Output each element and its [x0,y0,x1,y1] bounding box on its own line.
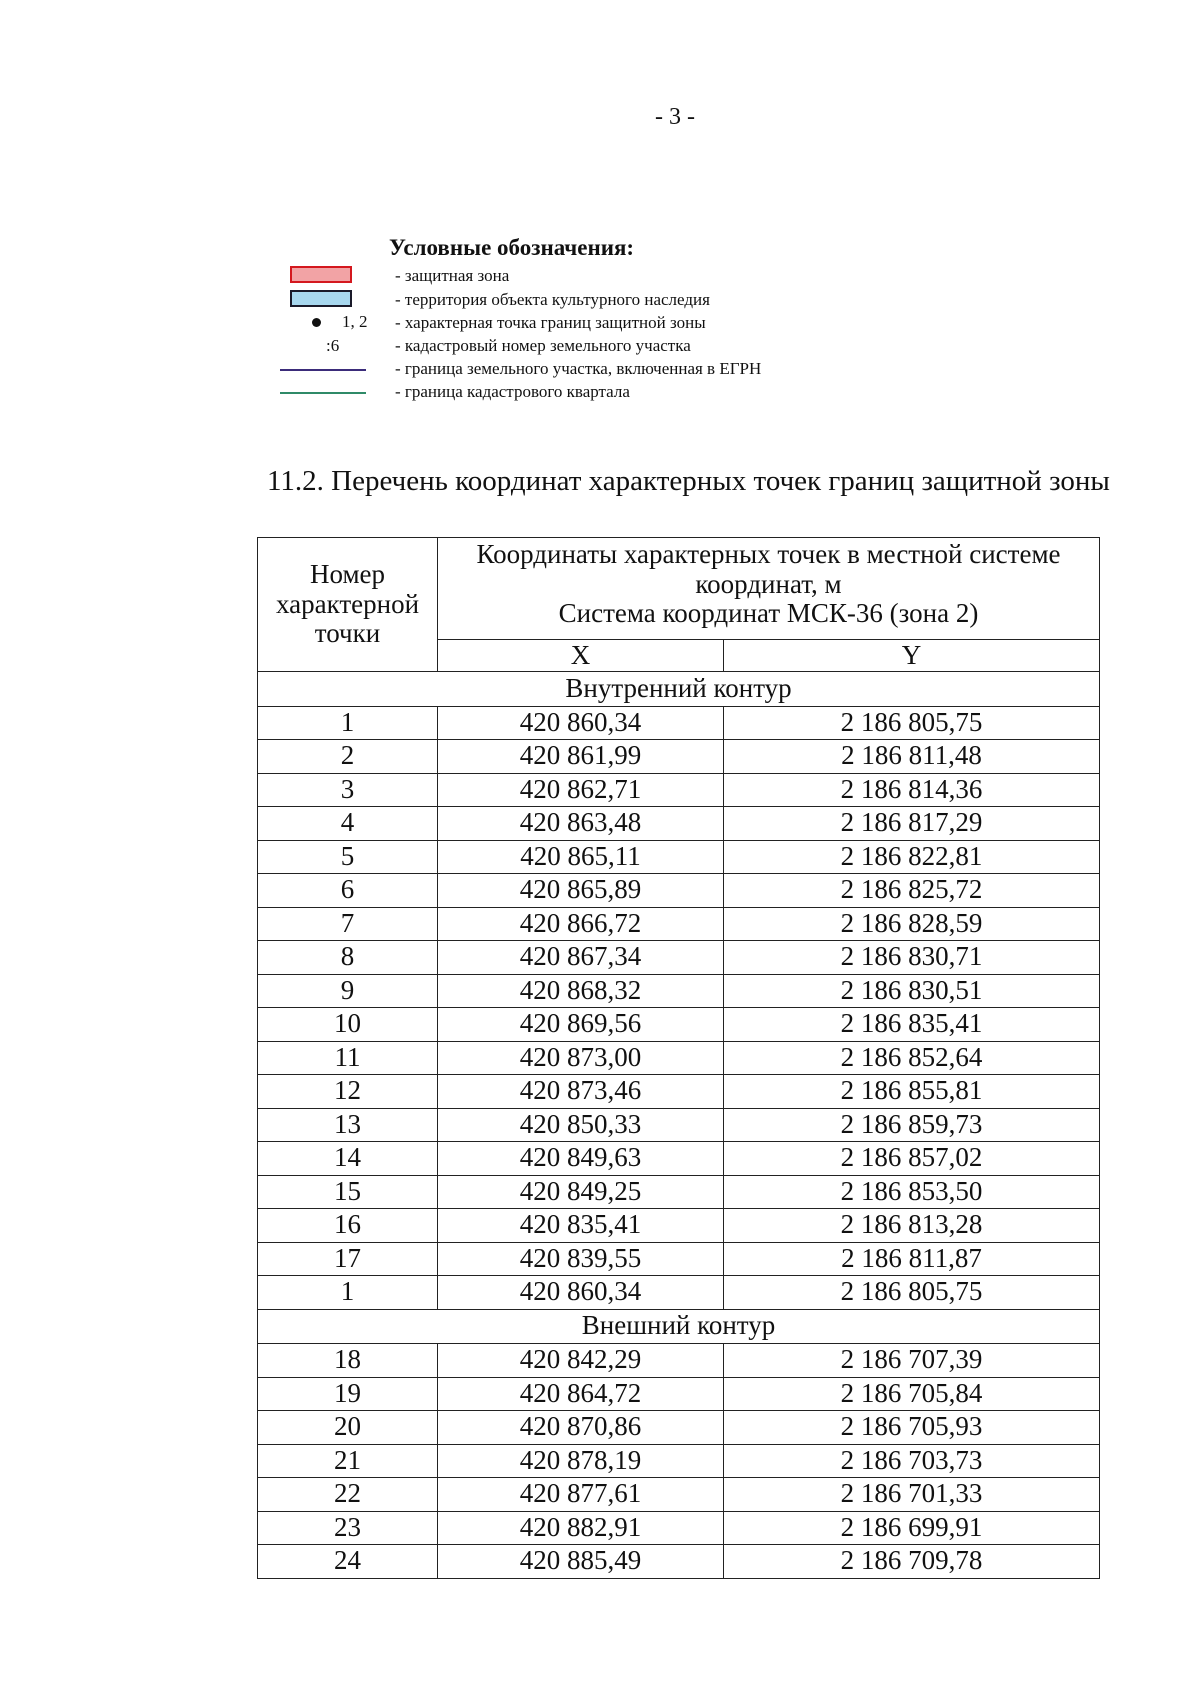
table-row [258,1108,1100,1142]
table-row [258,807,1100,841]
header-x: X [438,640,724,672]
x-coordinate-cell: 420 865,89 [438,874,724,908]
header-coordinates [438,538,1100,640]
y-coordinate-cell: 2 186 828,59 [724,907,1100,941]
section-heading: 11.2. Перечень координат характерных точек границ защитной зоны [267,465,1110,497]
point-number-cell: 16 [258,1209,438,1243]
point-number-cell: 17 [258,1242,438,1276]
y-coordinate-cell: 2 186 701,33 [724,1478,1100,1512]
legend-label: - граница земельного участка, включенная в ЕГРН [395,359,762,378]
y-coordinate-cell: 2 186 811,87 [724,1242,1100,1276]
point-number-cell: 1 [258,706,438,740]
y-coordinate-cell: 2 186 830,71 [724,941,1100,975]
x-coordinate-cell: 420 873,46 [438,1075,724,1109]
heritage-territory-swatch-icon [290,290,352,307]
point-number-cell: 4 [258,807,438,841]
header-point-number: Номер характерной точки [258,538,438,672]
legend-title: Условные обозначения: [389,235,635,260]
y-coordinate-cell: 2 186 835,41 [724,1008,1100,1042]
table-row [258,1411,1100,1445]
table-row [258,706,1100,740]
x-coordinate-cell: 420 842,29 [438,1344,724,1378]
y-coordinate-cell: 2 186 825,72 [724,874,1100,908]
x-coordinate-cell: 420 873,00 [438,1041,724,1075]
point-number-cell: 9 [258,974,438,1008]
table-row [258,941,1100,975]
point-number-cell: 24 [258,1545,438,1579]
point-number-cell: 10 [258,1008,438,1042]
page-number: - 3 - [655,104,695,130]
x-coordinate-cell: 420 835,41 [438,1209,724,1243]
contour-title: Внешний контур [258,1309,1100,1344]
y-coordinate-cell: 2 186 853,50 [724,1175,1100,1209]
y-coordinate-cell: 2 186 705,93 [724,1411,1100,1445]
table-row [258,874,1100,908]
header-coordinates-title: Координаты характерных точек в местной системе координат, м [476,539,1061,599]
x-coordinate-cell: 420 885,49 [438,1545,724,1579]
legend-label: - характерная точка границ защитной зоны [395,313,706,332]
x-coordinate-cell: 420 849,25 [438,1175,724,1209]
table-row [258,1008,1100,1042]
point-number-cell: 11 [258,1041,438,1075]
x-coordinate-cell: 420 870,86 [438,1411,724,1445]
point-number-cell: 15 [258,1175,438,1209]
header-coordinate-system: Система координат МСК-36 (зона 2) [558,598,979,629]
contour-title: Внутренний контур [258,672,1100,707]
y-coordinate-cell: 2 186 811,48 [724,740,1100,774]
legend-label: - граница кадастрового квартала [395,382,630,401]
x-coordinate-cell: 420 877,61 [438,1478,724,1512]
protective-zone-swatch-icon [290,266,352,283]
table-row [258,1041,1100,1075]
table-row [258,1142,1100,1176]
y-coordinate-cell: 2 186 857,02 [724,1142,1100,1176]
x-coordinate-cell: 420 849,63 [438,1142,724,1176]
legend-item-quarter-boundary [270,381,910,403]
coordinates-table [257,537,1100,1579]
table-row [258,1276,1100,1310]
point-number-cell: 3 [258,773,438,807]
y-coordinate-cell: 2 186 855,81 [724,1075,1100,1109]
x-coordinate-cell: 420 865,11 [438,840,724,874]
x-coordinate-cell: 420 868,32 [438,974,724,1008]
point-number-cell: 6 [258,874,438,908]
table-row [258,740,1100,774]
y-coordinate-cell: 2 186 709,78 [724,1545,1100,1579]
point-number-cell: 20 [258,1411,438,1445]
point-number-cell: 12 [258,1075,438,1109]
y-coordinate-cell: 2 186 707,39 [724,1344,1100,1378]
point-number-sample: 1, 2 [342,312,368,331]
legend-label: - кадастровый номер земельного участка [395,336,691,355]
table-row [258,1242,1100,1276]
table-row [258,1344,1100,1378]
y-coordinate-cell: 2 186 830,51 [724,974,1100,1008]
table-row [258,1444,1100,1478]
y-coordinate-cell: 2 186 805,75 [724,1276,1100,1310]
table-row [258,840,1100,874]
legend-label: - территория объекта культурного наследия [395,290,710,309]
table-row [258,1209,1100,1243]
y-coordinate-cell: 2 186 817,29 [724,807,1100,841]
x-coordinate-cell: 420 861,99 [438,740,724,774]
point-number-cell: 5 [258,840,438,874]
y-coordinate-cell: 2 186 813,28 [724,1209,1100,1243]
point-number-cell: 1 [258,1276,438,1310]
table-row [258,1377,1100,1411]
y-coordinate-cell: 2 186 705,84 [724,1377,1100,1411]
x-coordinate-cell: 420 866,72 [438,907,724,941]
x-coordinate-cell: 420 850,33 [438,1108,724,1142]
y-coordinate-cell: 2 186 805,75 [724,706,1100,740]
header-y: Y [724,640,1100,672]
point-number-cell: 22 [258,1478,438,1512]
contour-group-row [258,672,1100,707]
table-row [258,1511,1100,1545]
point-number-cell: 2 [258,740,438,774]
point-number-cell: 18 [258,1344,438,1378]
table-row [258,1545,1100,1579]
y-coordinate-cell: 2 186 699,91 [724,1511,1100,1545]
parcel-boundary-line-icon [280,369,366,371]
table-row [258,907,1100,941]
table-row [258,1075,1100,1109]
x-coordinate-cell: 420 878,19 [438,1444,724,1478]
y-coordinate-cell: 2 186 814,36 [724,773,1100,807]
table-row [258,1175,1100,1209]
x-coordinate-cell: 420 869,56 [438,1008,724,1042]
point-number-cell: 7 [258,907,438,941]
x-coordinate-cell: 420 863,48 [438,807,724,841]
point-number-cell: 8 [258,941,438,975]
quarter-boundary-line-icon [280,392,366,394]
y-coordinate-cell: 2 186 859,73 [724,1108,1100,1142]
y-coordinate-cell: 2 186 852,64 [724,1041,1100,1075]
point-number-cell: 13 [258,1108,438,1142]
x-coordinate-cell: 420 860,34 [438,706,724,740]
legend-item-cadastral-number [270,335,910,357]
x-coordinate-cell: 420 862,71 [438,773,724,807]
table-row [258,773,1100,807]
point-number-cell: 19 [258,1377,438,1411]
x-coordinate-cell: 420 867,34 [438,941,724,975]
legend-label: - защитная зона [395,266,510,285]
x-coordinate-cell: 420 839,55 [438,1242,724,1276]
table-row [258,1478,1100,1512]
point-number-cell: 23 [258,1511,438,1545]
point-number-cell: 14 [258,1142,438,1176]
table-row [258,974,1100,1008]
y-coordinate-cell: 2 186 703,73 [724,1444,1100,1478]
cadastral-number-sample: :6 [326,336,340,355]
contour-group-row [258,1309,1100,1344]
legend-item-heritage-territory [270,289,910,311]
boundary-point-dot-icon [312,318,321,327]
x-coordinate-cell: 420 860,34 [438,1276,724,1310]
legend-item-parcel-boundary [270,358,910,380]
x-coordinate-cell: 420 882,91 [438,1511,724,1545]
legend-item-protective-zone [270,265,910,287]
legend-item-boundary-point [270,312,910,334]
x-coordinate-cell: 420 864,72 [438,1377,724,1411]
y-coordinate-cell: 2 186 822,81 [724,840,1100,874]
point-number-cell: 21 [258,1444,438,1478]
